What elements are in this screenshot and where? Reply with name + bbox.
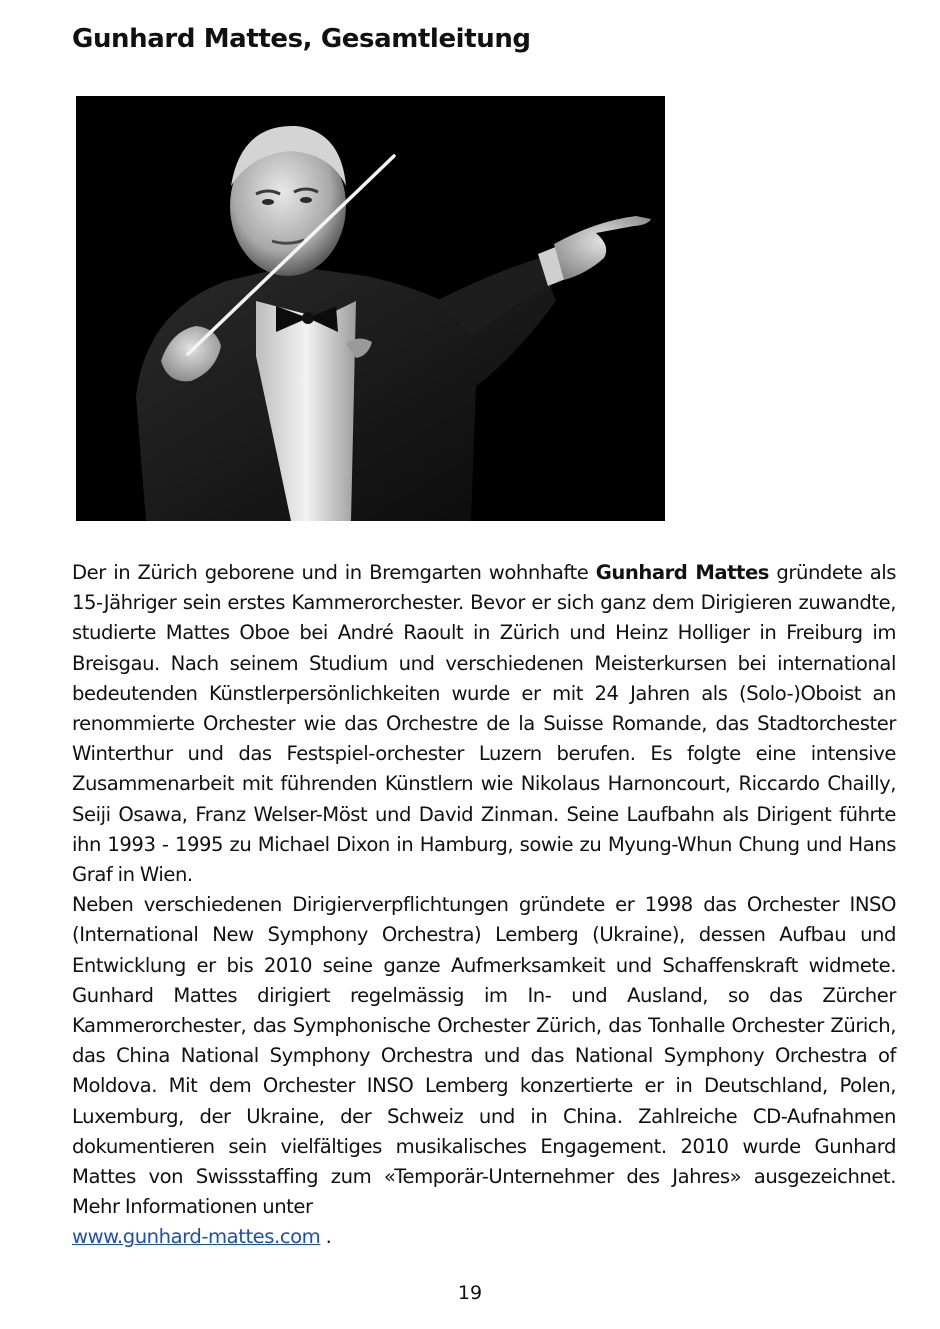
website-link[interactable]: www.gunhard-mattes.com bbox=[72, 1225, 321, 1249]
bio-paragraph-1-rest: gründete als 15-Jähriger sein erstes Kammerorchester. Bevor er sich ganz dem Dirigieren zuwandte, studierte Mattes Oboe bei André Raoult in Zürich und Heinz Holliger in Freiburg im Breisgau. Nach seinem Studium und verschiedenen Meisterkursen bei international bedeutenden Künstlerpersönlichkeiten wurde er mit 24 Jahren als (Solo-)Oboist an renommierte Orchester wie das Orchestre de la Suisse Romande, das Stadtorchester Winterthur und das Festspiel-orchester Luzern berufen. Es folgte eine intensive Zusammenarbeit mit führenden Künstlern wie Nikolaus Harnoncourt, Riccardo Chailly, Seiji Osawa, Franz Welser-Möst und David Zinman. Seine Laufbahn als Dirigent führte ihn 1993 - 1995 zu Michael Dixon in Hamburg, sowie zu Myung-Whun Chung und Hans Graf in Wien. bbox=[72, 561, 896, 887]
bio-name-bold: Gunhard Mattes bbox=[595, 561, 770, 584]
link-suffix: . bbox=[320, 1225, 332, 1249]
bio-paragraph-1 bbox=[72, 558, 896, 890]
bio-paragraph-2 bbox=[72, 890, 896, 1252]
biography-text bbox=[72, 558, 896, 1253]
conductor-photo bbox=[76, 96, 665, 521]
page-number: 19 bbox=[457, 1282, 483, 1304]
page-title: Gunhard Mattes, Gesamtleitung bbox=[72, 24, 531, 54]
bio-intro: Der in Zürich geborene und in Bremgarten wohnhafte bbox=[72, 561, 596, 584]
bio-paragraph-2-text: Neben verschiedenen Dirigierverpflichtungen gründete er 1998 das Orchester INSO (International New Symphony Orchestra) Lemberg (Ukraine), dessen Aufbau und Entwicklung er bis 2010 seine ganze Aufmerksamkeit und Schaffenskraft widmete. Gunhard Mattes dirigiert regelmässig im In- und Ausland, so das Zürcher Kammerorchester, das Symphonische Orchester Zürich, das Tonhalle Orchester Zürich, das China National Symphony Orchestra und das National Symphony Orchestra of Moldova. Mit dem Orchester INSO Lemberg konzertierte er in Deutschland, Polen, Luxemburg, der Ukraine, der Schweiz und in China. Zahlreiche CD-Aufnahmen dokumentieren sein vielfältiges musikalisches Engagement. 2010 wurde Gunhard Mattes von Swissstaffing zum «Temporär-Unternehmer des Jahres» ausgezeichnet. Mehr Informationen unter bbox=[72, 893, 896, 1219]
